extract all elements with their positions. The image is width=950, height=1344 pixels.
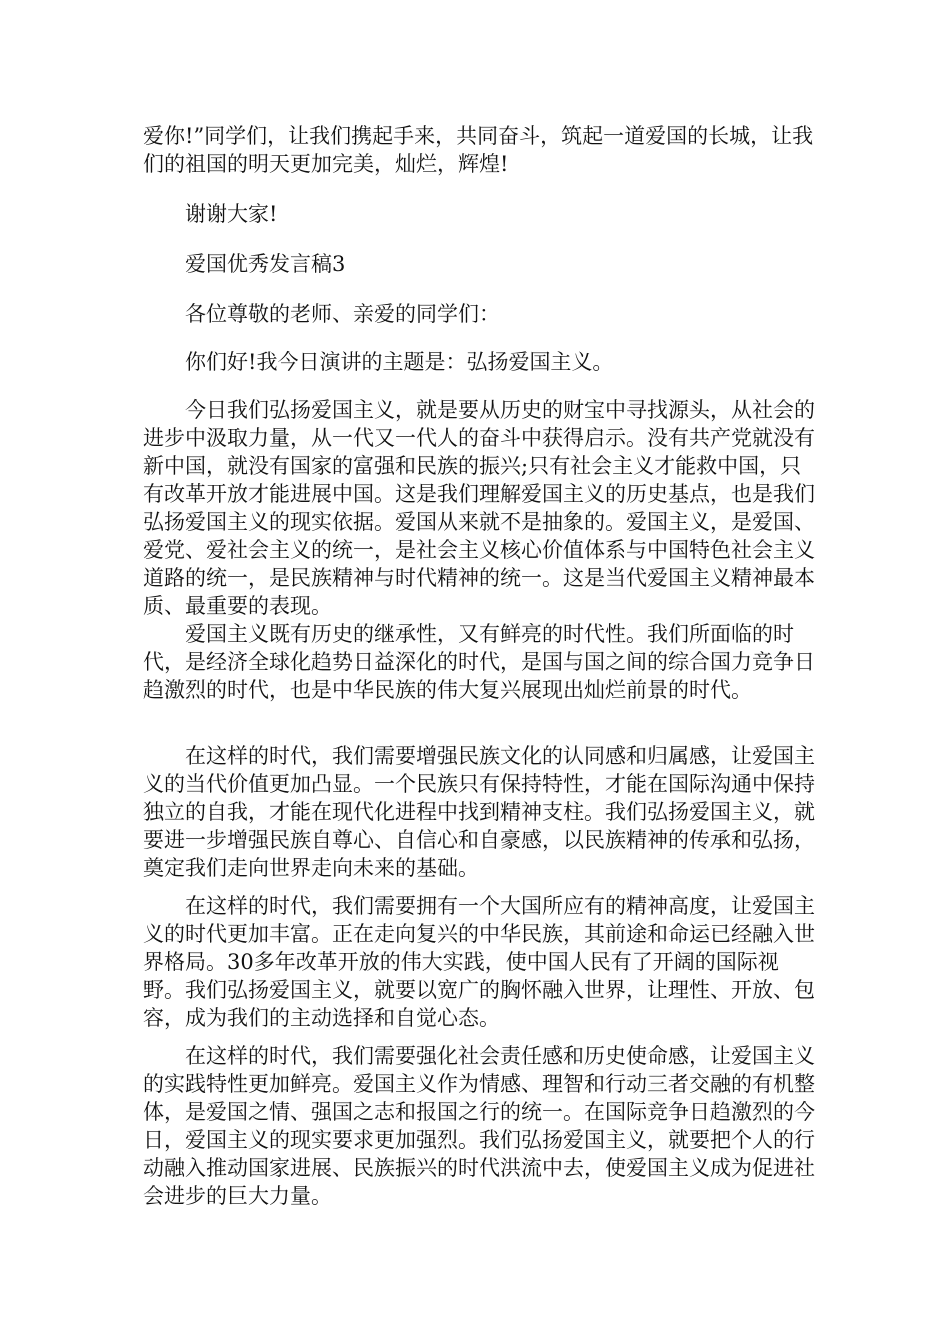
paragraph-body-2: 爱国主义既有历史的继承性，又有鲜亮的时代性。我们所面临的时代，是经济全球化趋势日益深化的时代，是国与国之间的综合国力竞争日趋激烈的时代，也是中华民族的伟大复兴展现出灿烂前景的时代。	[143, 622, 815, 702]
section-title: 爱国优秀发言稿3	[185, 252, 346, 276]
paragraph-body-1: 今日我们弘扬爱国主义，就是要从历史的财宝中寻找源头，从社会的进步中汲取力量，从一代又一代人的奋斗中获得启示。没有共产党就没有新中国，就没有国家的富强和民族的振兴;只有社会主义才能救中国，只有改革开放才能进展中国。这是我们理解爱国主义的历史基点，也是我们弘扬爱国主义的现实依据。爱国从来就不是抽象的。爱国主义，是爱国、爱党、爱社会主义的统一，是社会主义核心价值体系与中国特色社会主义道路的统一，是民族精神与时代精神的统一。这是当代爱国主义精神最本质、最重要的表现。	[143, 398, 815, 618]
paragraph-greeting: 你们好!我今日演讲的主题是：弘扬爱国主义。	[185, 350, 614, 374]
paragraph-salutation: 各位尊敬的老师、亲爱的同学们：	[185, 302, 500, 326]
paragraph-body-4: 在这样的时代，我们需要拥有一个大国所应有的精神高度，让爱国主义的时代更加丰富。正在走向复兴的中华民族，其前途和命运已经融入世界格局。30多年改革开放的伟大实践，使中国人民有了开阔的国际视野。我们弘扬爱国主义，就要以宽广的胸怀融入世界，让理性、开放、包容，成为我们的主动选择和自觉心态。	[143, 894, 815, 1030]
paragraph-body-3: 在这样的时代，我们需要增强民族文化的认同感和归属感，让爱国主义的当代价值更加凸显。一个民族只有保持特性，才能在国际沟通中保持独立的自我，才能在现代化进程中找到精神支柱。我们弘扬爱国主义，就要进一步增强民族自尊心、自信心和自豪感，以民族精神的传承和弘扬，奠定我们走向世界走向未来的基础。	[143, 744, 815, 880]
paragraph-body-5: 在这样的时代，我们需要强化社会责任感和历史使命感，让爱国主义的实践特性更加鲜亮。爱国主义作为情感、理智和行动三者交融的有机整体，是爱国之情、强国之志和报国之行的统一。在国际竞争日趋激烈的今日，爱国主义的现实要求更加强烈。我们弘扬爱国主义，就要把个人的行动融入推动国家进展、民族振兴的时代洪流中去，使爱国主义成为促进社会进步的巨大力量。	[143, 1044, 815, 1208]
paragraph-closing-remarks: 爱你!”同学们，让我们携起手来，共同奋斗，筑起一道爱国的长城，让我们的祖国的明天更加完美，灿烂，辉煌!	[143, 124, 814, 176]
paragraph-thanks: 谢谢大家!	[185, 202, 278, 226]
